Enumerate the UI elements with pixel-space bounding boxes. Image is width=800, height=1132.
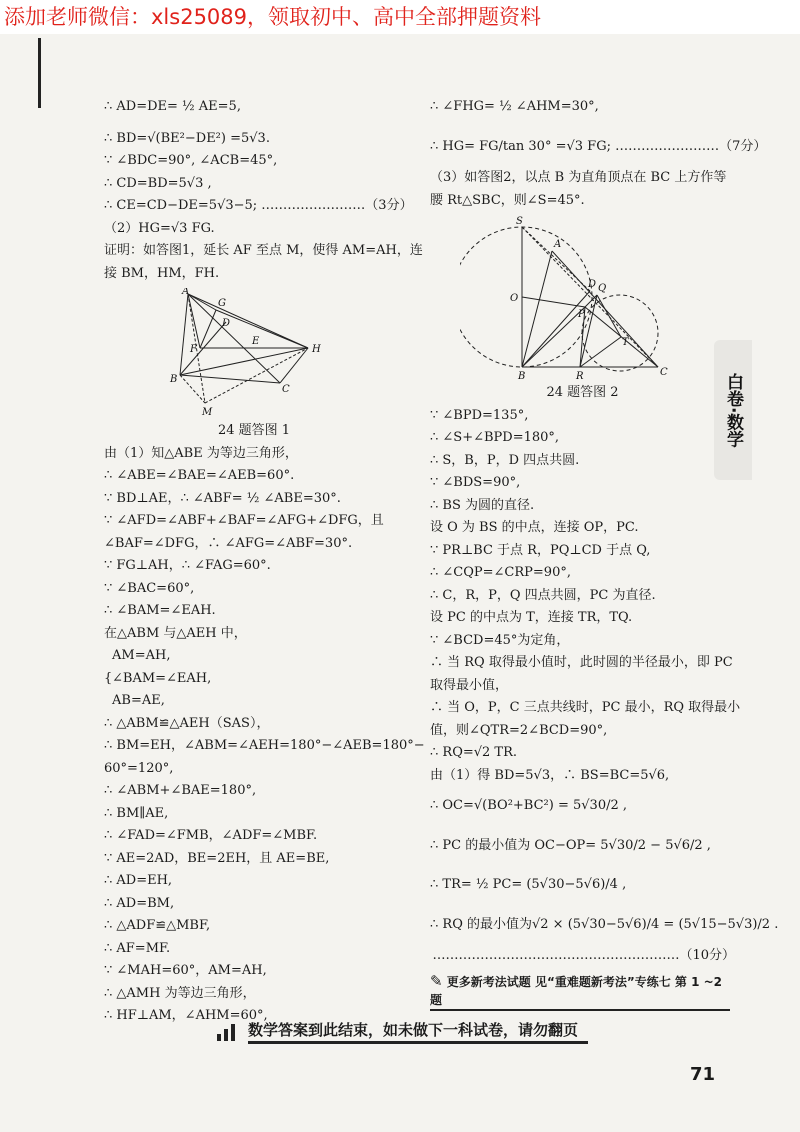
- solution-line: ∵ ∠BCD=45°为定角，: [430, 632, 570, 648]
- solution-line: 由（1）知△ABE 为等边三角形，: [104, 445, 298, 461]
- solution-line: ∴ ∠ABM+∠BAE=180°,: [104, 783, 257, 798]
- system-line: AM=AH,: [112, 648, 171, 663]
- solution-line: ∴ C，R，P，Q 四点共圆，PC 为直径.: [430, 587, 656, 603]
- fig1-label-h: H: [312, 343, 321, 355]
- signal-bars-icon: [216, 1020, 242, 1042]
- fig2-label-s: S: [516, 215, 523, 227]
- solution-line: ∴ AD=EH,: [104, 873, 173, 888]
- solution-line: ∴ △ADF≌△MBF,: [104, 918, 211, 933]
- solution-line: 设 O 为 BS 的中点，连接 OP，PC.: [430, 520, 639, 535]
- solution-line: 证明：如答图1，延长 AF 至点 M，使得 AM=AH，连: [104, 243, 423, 258]
- solution-line: ∴ BS 为圆的直径.: [430, 497, 535, 513]
- solution-line: ∴ ∠CQP=∠CRP=90°,: [430, 565, 571, 580]
- solution-line: ∴ AF=MF.: [104, 940, 171, 956]
- fig2-label-c: C: [660, 366, 668, 378]
- solution-line: （3）如答图2，以点 B 为直角顶点在 BC 上方作等: [430, 170, 727, 185]
- score-line: …………………………………………………（10分）: [432, 948, 735, 963]
- solution-line: ∴ TR= ½ PC= (5√30−5√6)/4 ,: [430, 877, 627, 892]
- solution-line: ∵ AE=2AD，BE=2EH，且 AE=BE,: [104, 850, 330, 866]
- fig2-label-d: D: [588, 278, 597, 290]
- solution-line: ∵ ∠BAC=60°,: [104, 580, 195, 596]
- solution-line: ∴ △ABM≌△AEH（SAS），: [104, 715, 270, 731]
- solution-line: ∴ PC 的最小值为 OC−OP= 5√30/2 − 5√6/2 ,: [430, 837, 711, 853]
- fig1-label-d: D: [222, 317, 231, 329]
- solution-line: ∠BAF=∠DFG，∴ ∠AFG=∠ABF=30°.: [104, 535, 353, 551]
- solution-line: （2）HG=√3 FG.: [104, 220, 215, 236]
- fig2-label-p: P: [578, 308, 585, 320]
- fig1-label-g: G: [218, 297, 226, 309]
- solution-line: ∵ ∠BPD=135°,: [430, 407, 529, 423]
- fig2-label-o: O: [510, 292, 519, 304]
- solution-line: ∴ ∠FAD=∠FMB，∠ADF=∠MBF.: [104, 828, 318, 843]
- fig2-label-a: A: [554, 238, 562, 250]
- watermark-banner: 添加老师微信：xls25089，领取初中、高中全部押题资料: [0, 0, 800, 34]
- figure-1-caption: 24 题答图 1: [217, 422, 291, 438]
- solution-line: 设 PC 的中点为 T，连接 TR，TQ.: [430, 610, 633, 625]
- fig1-label-a: A: [182, 287, 190, 297]
- solution-line: ∴ ∠FHG= ½ ∠AHM=30°,: [430, 99, 599, 114]
- solution-line: ∴ HG= FG/tan 30° =√3 FG; ……………………（7分）: [430, 138, 767, 154]
- solution-line: ∴ ∠BAM=∠EAH.: [104, 603, 216, 618]
- solution-line: ∴ 当 RQ 取得最小值时，此时圆的半径最小，即 PC: [430, 655, 733, 670]
- solution-line: ∴ HF⊥AM，∠AHM=60°,: [104, 1008, 268, 1023]
- solution-line: ∵ ∠BDC=90°, ∠ACB=45°,: [104, 153, 278, 168]
- solution-line: ∴ AD=BM,: [104, 895, 175, 911]
- page-number: 71: [690, 1064, 716, 1085]
- solution-line: ∴ BM=EH，∠ABM=∠AEH=180°−∠AEB=180°−: [104, 738, 425, 753]
- solution-line: ∴ 当 O，P，C 三点共线时，PC 最小，RQ 取得最小: [430, 700, 741, 715]
- system-line: AB=AE,: [112, 693, 165, 708]
- solution-line: ∵ ∠AFD=∠ABF+∠BAF=∠AFG+∠DFG，且: [104, 513, 384, 528]
- right-column: [430, 90, 779, 970]
- solution-line: ∴ BD=√(BE²−DE²) =5√3.: [104, 130, 270, 146]
- solution-line: ∴ CE=CD−DE=5√3−5; ……………………（3分）: [104, 198, 413, 213]
- solution-line: ∵ PR⊥BC 于点 R，PQ⊥CD 于点 Q,: [430, 542, 651, 558]
- fig2-label-r: R: [576, 370, 584, 380]
- figure-2-diagram: [460, 215, 710, 380]
- end-of-answers-notice: 数学答案到此结束，如未做下一科试卷，请勿翻页: [248, 1019, 588, 1044]
- solution-line: ∴ RQ 的最小值为√2 × (5√30−5√6)/4 = (5√15−5√3)/2 .: [430, 916, 779, 932]
- solution-line: ∵ BD⊥AE，∴ ∠ABF= ½ ∠ABE=30°.: [104, 490, 341, 506]
- solution-line: ∵ ∠MAH=60°，AM=AH,: [104, 963, 267, 978]
- subject-side-tab: 白卷·数学: [714, 340, 752, 480]
- fig1-label-c: C: [282, 383, 290, 395]
- pen-icon: ✎: [430, 972, 443, 990]
- fig2-label-t: T: [622, 336, 629, 348]
- solution-line: [104, 670, 404, 687]
- fig1-label-b: B: [170, 373, 178, 385]
- system-line: ∠BAM=∠EAH,: [112, 670, 212, 686]
- solution-line: [104, 647, 404, 664]
- brace-icon: {: [104, 670, 113, 686]
- solution-line: ∴ S，B，P，D 四点共圆.: [430, 452, 580, 468]
- solution-line: 在△ABM 与△AEH 中，: [104, 625, 247, 641]
- solution-line: ∵ ∠BDS=90°,: [430, 475, 521, 490]
- more-questions-note: [430, 972, 730, 1011]
- solution-line: ∴ △AMH 为等边三角形，: [104, 985, 256, 1001]
- solution-line: 腰 Rt△SBC，则∠S=45°.: [430, 192, 585, 208]
- solution-line: ∵ FG⊥AH，∴ ∠FAG=60°.: [104, 558, 271, 573]
- margin-bar: [38, 38, 41, 108]
- solution-line: 60°=120°,: [104, 760, 174, 776]
- fig1-label-f: F: [190, 343, 197, 355]
- solution-line: 由（1）得 BD=5√3，∴ BS=BC=5√6,: [430, 767, 670, 783]
- more-questions-text: 更多新考法试题 见“重难题新考法”专练七 第 1 ~2 题: [430, 975, 723, 1007]
- fig2-label-b: B: [518, 370, 526, 380]
- figure-1-diagram: [160, 288, 360, 418]
- solution-line: ∴ RQ=√2 TR.: [430, 745, 518, 760]
- solution-line: 接 BM，HM，FH.: [104, 265, 220, 281]
- solution-line: ∴ ∠S+∠BPD=180°,: [430, 430, 560, 445]
- solution-line: ∴ AD=DE= ½ AE=5,: [104, 99, 241, 114]
- solution-line: [104, 692, 404, 709]
- solution-line: ∴ CD=BD=5√3 ,: [104, 175, 212, 191]
- solution-line: 取得最小值，: [430, 677, 509, 693]
- solution-line: 值，则∠QTR=2∠BCD=90°,: [430, 722, 608, 738]
- solution-line: ∴ ∠ABE=∠BAE=∠AEB=60°.: [104, 468, 295, 483]
- solution-line: ∴ OC=√(BO²+BC²) = 5√30/2 ,: [430, 798, 628, 813]
- fig1-label-e: E: [252, 335, 260, 347]
- fig1-label-m: M: [202, 406, 213, 418]
- figure-2-caption: 24 题答图 2: [546, 384, 619, 400]
- fig2-label-q: Q: [598, 282, 607, 294]
- solution-line: ∴ BM∥AE,: [104, 805, 169, 821]
- left-column: [104, 90, 425, 1030]
